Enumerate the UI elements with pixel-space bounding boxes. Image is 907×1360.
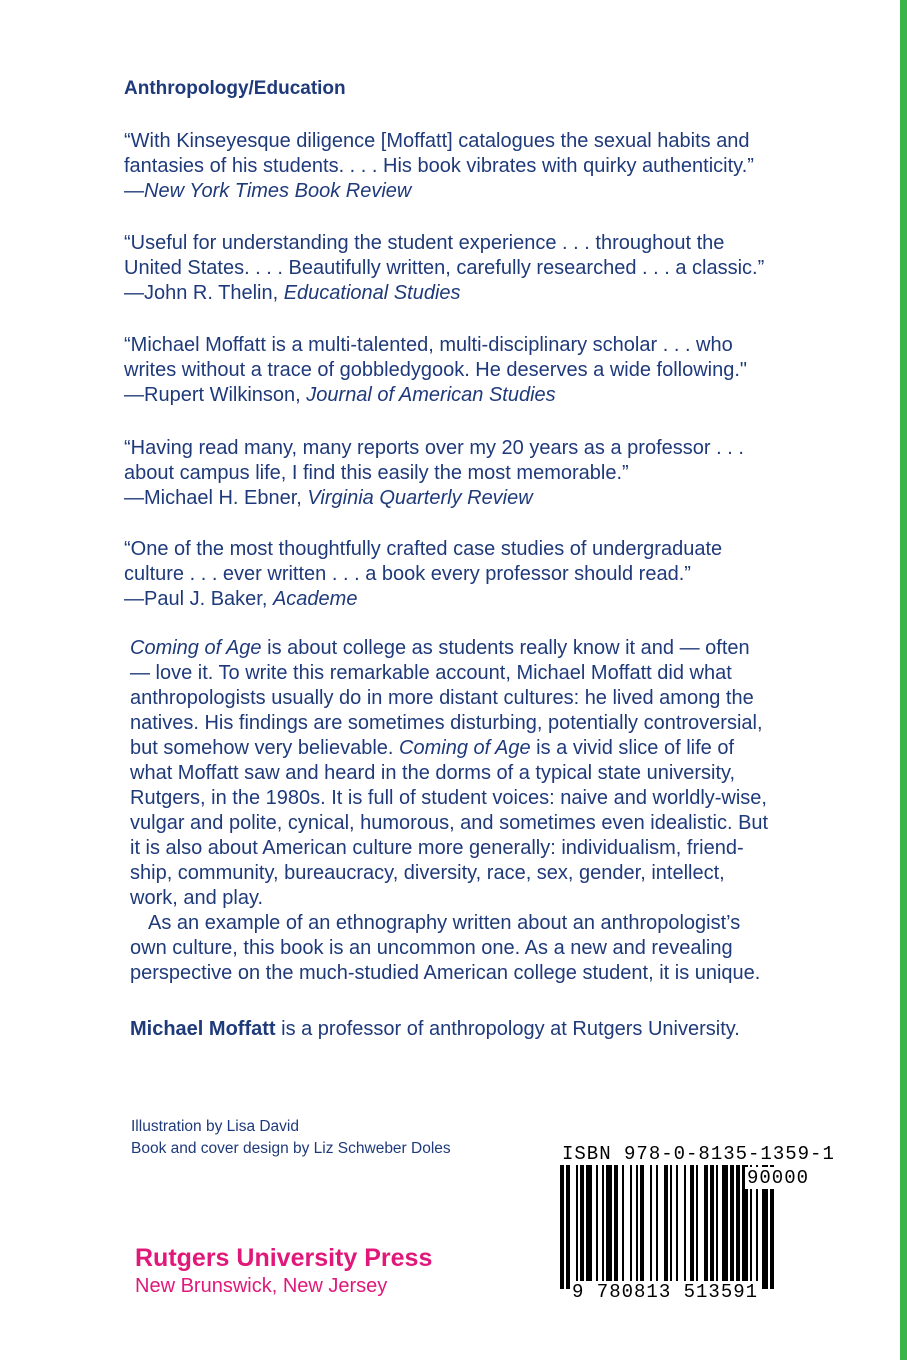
barcode-bar — [736, 1165, 740, 1289]
barcode-bar — [650, 1165, 652, 1289]
book-description — [130, 636, 830, 986]
publisher-name: Rutgers University Press — [135, 1244, 433, 1272]
quote-line: “One of the most thoughtfully crafted case studies of undergraduate — [124, 538, 723, 560]
barcode-bar — [684, 1165, 686, 1289]
desc-line: Rutgers, in the 1980s. It is full of student voices: naive and worldly-wise, — [130, 787, 767, 809]
price-code: 90000 — [747, 1167, 810, 1189]
desc-line: what Moffatt saw and heard in the dorms of a typical state university, — [130, 762, 736, 784]
desc-line: perspective on the much-studied American college student, it is unique. — [130, 962, 761, 984]
green-edge-stripe — [900, 0, 907, 1360]
barcode-bar — [704, 1165, 708, 1289]
author-name: Michael Moffatt — [130, 1018, 276, 1040]
barcode-bar — [710, 1165, 714, 1289]
publisher-block — [135, 1243, 432, 1299]
barcode-bar — [656, 1165, 658, 1289]
barcode-bar — [730, 1165, 734, 1289]
desc-line: ship, community, bureaucracy, diversity, race, sex, gender, intellect, — [130, 862, 725, 884]
desc-line: natives. His findings are sometimes disturbing, potentially controversial, — [130, 712, 763, 734]
design-credit: Book and cover design by Liz Schweber Doles — [131, 1140, 451, 1157]
quote-source: —Paul J. Baker, Academe — [124, 588, 358, 610]
quote-line: United States. . . . Beautifully written, carefully researched . . . a classic.” — [124, 257, 765, 279]
barcode-bar — [622, 1165, 624, 1289]
quote-line: about campus life, I find this easily the most memorable.” — [124, 462, 629, 484]
barcode-bar — [566, 1165, 570, 1289]
quote-source: —John R. Thelin, Educational Studies — [124, 282, 461, 304]
quote-line: writes without a trace of gobbledygook. He deserves a wide following." — [124, 359, 747, 381]
desc-line: Coming of Age is about college as students really know it and — often — [130, 637, 750, 659]
review-quote — [124, 129, 824, 204]
desc-line: it is also about American culture more generally: individualism, friend- — [130, 837, 744, 859]
barcode-bar — [630, 1165, 632, 1289]
review-quote — [124, 436, 824, 511]
category-label: Anthropology/Education — [124, 78, 346, 99]
barcode-bar — [676, 1165, 678, 1289]
isbn-label: ISBN 978-0-8135-1359-1 — [562, 1143, 835, 1165]
barcode-bar — [716, 1165, 718, 1289]
desc-line: As an example of an ethnography written about an anthropologist’s — [148, 912, 741, 934]
quote-source: —New York Times Book Review — [124, 180, 412, 202]
barcode-bar — [576, 1165, 578, 1289]
quote-line: “Useful for understanding the student experience . . . throughout the — [124, 232, 725, 254]
barcode-bar — [696, 1165, 698, 1289]
quote-source: —Rupert Wilkinson, Journal of American Studies — [124, 384, 556, 406]
barcode-bar — [602, 1165, 604, 1289]
barcode-bar — [722, 1165, 728, 1289]
desc-line: vulgar and polite, cynical, humorous, and sometimes even idealistic. But — [130, 812, 769, 834]
quote-line: fantasies of his students. . . . His book vibrates with quirky authenticity.” — [124, 155, 754, 177]
desc-line: but somehow very believable. Coming of Age is a vivid slice of life of — [130, 737, 735, 759]
desc-line: own culture, this book is an uncommon one. As a new and revealing — [130, 937, 733, 959]
desc-line: anthropologists usually do in more distant cultures: he lived among the — [130, 687, 754, 709]
credits — [131, 1116, 451, 1160]
review-quote — [124, 537, 824, 612]
review-quote — [124, 231, 824, 306]
barcode-bar — [586, 1165, 592, 1289]
quote-line: “Michael Moffatt is a multi-talented, multi-disciplinary scholar . . . who — [124, 334, 733, 356]
desc-line: work, and play. — [130, 887, 264, 909]
illustration-credit: Illustration by Lisa David — [131, 1118, 299, 1135]
quote-line: “With Kinseyesque diligence [Moffatt] catalogues the sexual habits and — [124, 130, 750, 152]
quote-line: “Having read many, many reports over my 20 years as a professor . . . — [124, 437, 744, 459]
barcode-bar — [664, 1165, 668, 1289]
desc-line: — love it. To write this remarkable account, Michael Moffatt did what — [130, 662, 732, 684]
publisher-location: New Brunswick, New Jersey — [135, 1275, 388, 1297]
barcode-bar — [690, 1165, 694, 1289]
review-quote — [124, 333, 824, 408]
quote-source: —Michael H. Ebner, Virginia Quarterly Review — [124, 487, 533, 509]
author-bio: Michael Moffatt is a professor of anthropology at Rutgers University. — [130, 1018, 740, 1040]
barcode-bar — [606, 1165, 612, 1289]
barcode-bar — [580, 1165, 584, 1289]
quote-line: culture . . . ever written . . . a book every professor should read.” — [124, 563, 691, 585]
barcode-bar — [596, 1165, 598, 1289]
barcode-bar — [640, 1165, 644, 1289]
barcode-bar — [614, 1165, 618, 1289]
barcode-bar — [636, 1165, 638, 1289]
ean-digits: 9 780813 513591 — [572, 1281, 759, 1303]
barcode-bar — [670, 1165, 672, 1289]
barcode-bar — [560, 1165, 564, 1289]
